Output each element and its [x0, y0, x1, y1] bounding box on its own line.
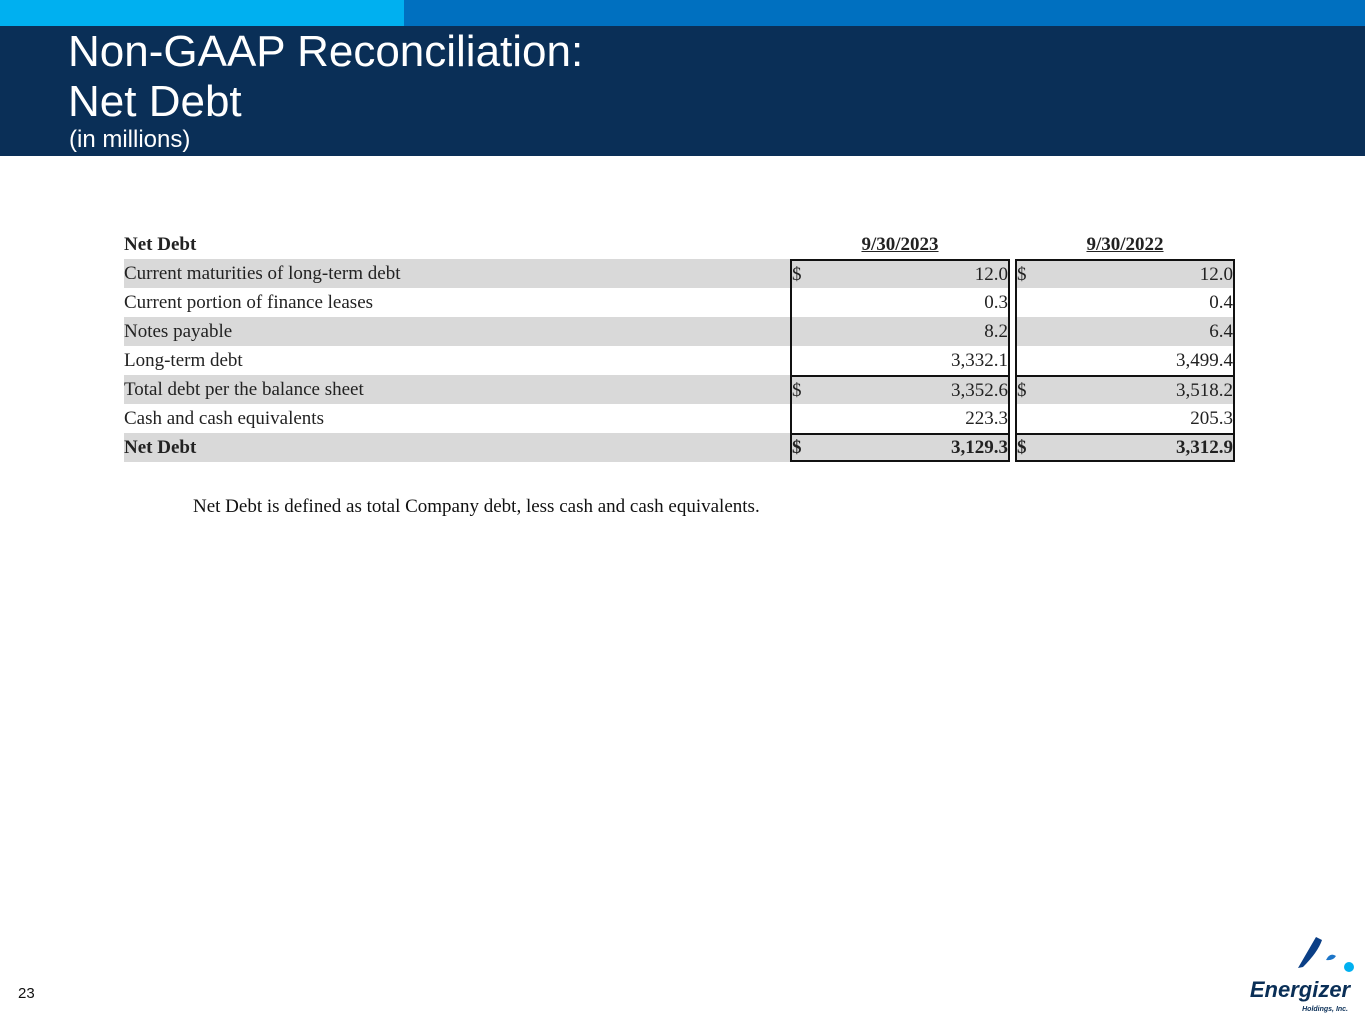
currency-symbol: [790, 346, 826, 375]
table-row: [124, 259, 1235, 288]
currency-symbol: [790, 288, 826, 317]
column-header-2022: 9/30/2022: [1086, 233, 1164, 255]
table-title: Net Debt: [124, 233, 197, 255]
table-row: [124, 433, 1235, 462]
value-2022: 12.0: [1051, 259, 1235, 288]
row-label: Total debt per the balance sheet: [124, 375, 790, 404]
currency-symbol: $: [790, 433, 826, 462]
currency-symbol: $: [1015, 433, 1051, 462]
value-2022: 3,518.2: [1051, 375, 1235, 404]
value-2023: 3,129.3: [826, 433, 1010, 462]
logo-dot-icon: [1344, 962, 1354, 972]
top-accent-bar-dark: [404, 0, 1365, 26]
currency-symbol: $: [1015, 259, 1051, 288]
row-label: Cash and cash equivalents: [124, 407, 324, 429]
currency-symbol: [1015, 346, 1051, 375]
page-title: [68, 27, 583, 127]
logo-wordmark: Energizer: [1249, 977, 1351, 1002]
column-header-2023: 9/30/2023: [861, 233, 939, 255]
row-label: Current portion of finance leases: [124, 291, 374, 313]
value-2022: 3,499.4: [1051, 346, 1235, 375]
value-2023: 8.2: [826, 317, 1010, 346]
value-2023: 0.3: [826, 288, 1010, 317]
row-label: Current maturities of long-term debt: [124, 259, 790, 288]
currency-symbol: [1015, 404, 1051, 433]
currency-symbol: [790, 317, 826, 346]
table-row: [124, 375, 1235, 404]
logo-swoosh-icon: [1298, 937, 1322, 968]
value-2022: 0.4: [1051, 288, 1235, 317]
row-label: Long-term debt: [124, 349, 243, 371]
currency-symbol: $: [1015, 375, 1051, 404]
value-2022: 6.4: [1051, 317, 1235, 346]
table-row: [124, 288, 1235, 317]
value-2023: 3,332.1: [826, 346, 1010, 375]
table-row: [124, 317, 1235, 346]
value-2023: 12.0: [826, 259, 1010, 288]
currency-symbol: $: [790, 259, 826, 288]
table-row: [124, 346, 1235, 375]
table-row: [124, 404, 1235, 433]
footnote: Net Debt is defined as total Company debt, less cash and cash equivalents.: [193, 496, 760, 517]
title-line-1: Non-GAAP Reconciliation:: [68, 27, 584, 76]
page-number: 23: [18, 985, 35, 1002]
top-accent-bar-light: [0, 0, 404, 26]
table-header-row: [124, 230, 1235, 259]
page-subtitle: (in millions): [69, 126, 191, 153]
energizer-logo: [1240, 930, 1360, 1020]
value-2022: 205.3: [1051, 404, 1235, 433]
value-2023: 3,352.6: [826, 375, 1010, 404]
logo-tagline: Holdings, Inc.: [1302, 1006, 1348, 1013]
row-label: Net Debt: [124, 433, 790, 462]
row-label: Notes payable: [124, 317, 790, 346]
currency-symbol: [1015, 288, 1051, 317]
currency-symbol: [790, 404, 826, 433]
currency-symbol: $: [790, 375, 826, 404]
value-2023: 223.3: [826, 404, 1010, 433]
net-debt-table: [124, 230, 1235, 462]
currency-symbol: [1015, 317, 1051, 346]
title-line-2: Net Debt: [68, 77, 242, 126]
value-2022: 3,312.9: [1051, 433, 1235, 462]
